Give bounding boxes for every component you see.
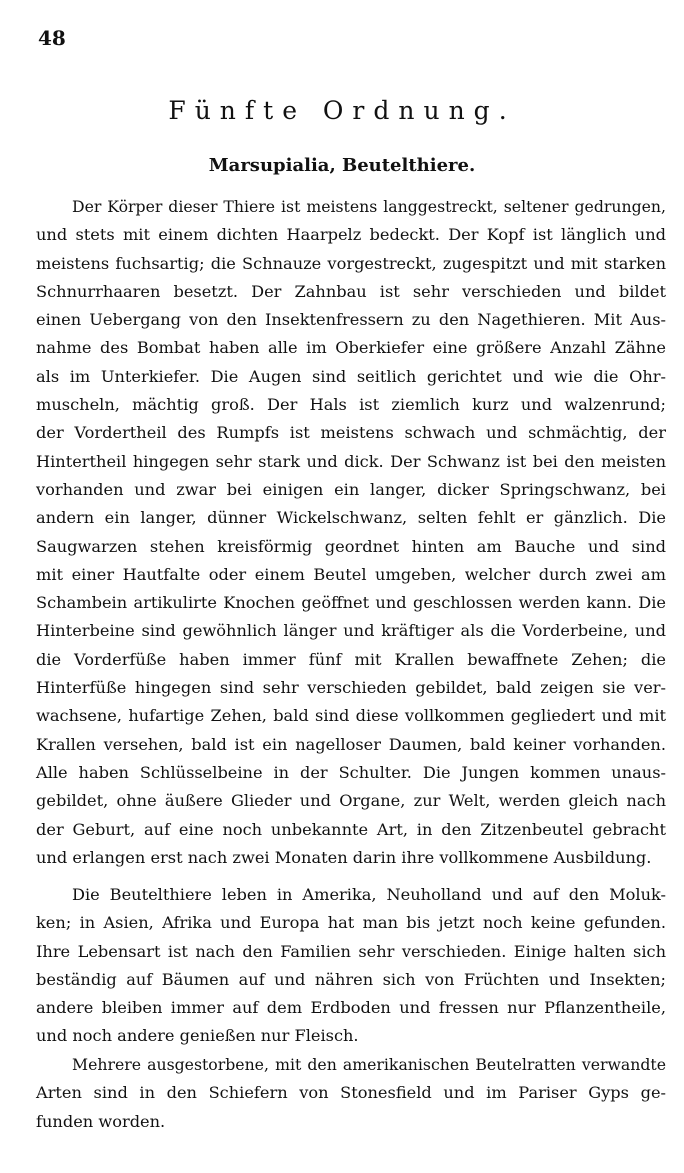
text-line: Alle haben Schlüsselbeine in der Schulter. Die Jungen kommen unaus- — [36, 762, 666, 782]
text-line: Hinterbeine sind gewöhnlich länger und kräftiger als die Vorderbeine, und — [36, 621, 666, 641]
text-line: Schnurrhaaren besetzt. Der Zahnbau ist sehr verschieden und bildet — [36, 281, 666, 301]
text-line: und erlangen erst nach zwei Monaten darin ihre vollkommene Ausbildung. — [36, 847, 652, 867]
text-line: gebildet, ohne äußere Glieder und Organe, zur Welt, werden gleich nach — [36, 791, 666, 811]
page-number: 48 — [38, 26, 66, 50]
paragraph-description — [36, 193, 666, 872]
text-line: funden worden. — [36, 1111, 166, 1131]
text-line: und stets mit einem dichten Haarpelz bedeckt. Der Kopf ist länglich und — [36, 225, 666, 245]
text-line: beständig auf Bäumen auf und nähren sich von Früchten und Insekten; — [36, 969, 666, 989]
text-line: Hinterfüße hingegen sind sehr verschieden gebildet, bald zeigen sie ver- — [36, 678, 666, 698]
text-line: Krallen versehen, bald ist ein nagelloser Daumen, bald keiner vorhanden. — [36, 734, 666, 754]
text-line: Hintertheil hingegen sehr stark und dick. Der Schwanz ist bei den meisten — [36, 451, 666, 471]
text-line: Der Körper dieser Thiere ist meistens langgestreckt, seltener gedrungen, — [72, 197, 666, 216]
text-line: Saugwarzen stehen kreisförmig geordnet hinten am Bauche und sind — [36, 536, 666, 556]
text-line: mit einer Hautfalte oder einem Beutel umgeben, welcher durch zwei am — [36, 564, 666, 584]
text-line: andern ein langer, dünner Wickelschwanz, selten fehlt er gänzlich. Die — [36, 508, 666, 528]
text-line: der Geburt, auf eine noch unbekannte Art, in den Zitzenbeutel gebracht — [36, 819, 666, 839]
text-line: Schambein artikulirte Knochen geöffnet und geschlossen werden kann. Die — [36, 593, 666, 613]
text-line: die Vorderfüße haben immer fünf mit Krallen bewaffnete Zehen; die — [36, 649, 666, 669]
paragraph-fossils — [36, 1051, 666, 1136]
text-line: Ihre Lebensart ist nach den Familien sehr verschieden. Einige halten sich — [36, 941, 666, 961]
paragraph-distribution — [36, 881, 666, 1051]
text-line: und noch andere genießen nur Fleisch. — [36, 1026, 359, 1046]
text-line: einen Uebergang von den Insektenfressern zu den Nagethieren. Mit Aus- — [36, 310, 666, 330]
text-line: meistens fuchsartig; die Schnauze vorgestreckt, zugespitzt und mit starken — [36, 253, 666, 273]
text-line: wachsene, hufartige Zehen, bald sind diese vollkommen gegliedert und mit — [36, 706, 666, 726]
text-line: Die Beutelthiere leben in Amerika, Neuholland und auf den Moluk- — [72, 885, 666, 904]
text-line: Mehrere ausgestorbene, mit den amerikanischen Beutelratten verwandte — [72, 1055, 666, 1074]
order-title: Fünfte Ordnung. — [168, 96, 516, 125]
text-line: der Vordertheil des Rumpfs ist meistens schwach und schmächtig, der — [36, 423, 666, 443]
text-line: vorhanden und zwar bei einigen ein langer, dicker Springschwanz, bei — [36, 479, 666, 499]
text-line: als im Unterkiefer. Die Augen sind seitlich gerichtet und wie die Ohr- — [36, 366, 666, 386]
text-line: muscheln, mächtig groß. Der Hals ist ziemlich kurz und walzenrund; — [36, 395, 666, 415]
text-line: nahme des Bombat haben alle im Oberkiefer eine größere Anzahl Zähne — [36, 338, 666, 358]
text-line: andere bleiben immer auf dem Erdboden und fressen nur Pflanzentheile, — [36, 998, 666, 1018]
section-subtitle: Marsupialia, Beutelthiere. — [208, 155, 476, 176]
text-line: Arten sind in den Schiefern von Stonesfield und im Pariser Gyps ge- — [36, 1083, 666, 1103]
text-line: ken; in Asien, Afrika und Europa hat man bis jetzt noch keine gefunden. — [36, 913, 666, 933]
